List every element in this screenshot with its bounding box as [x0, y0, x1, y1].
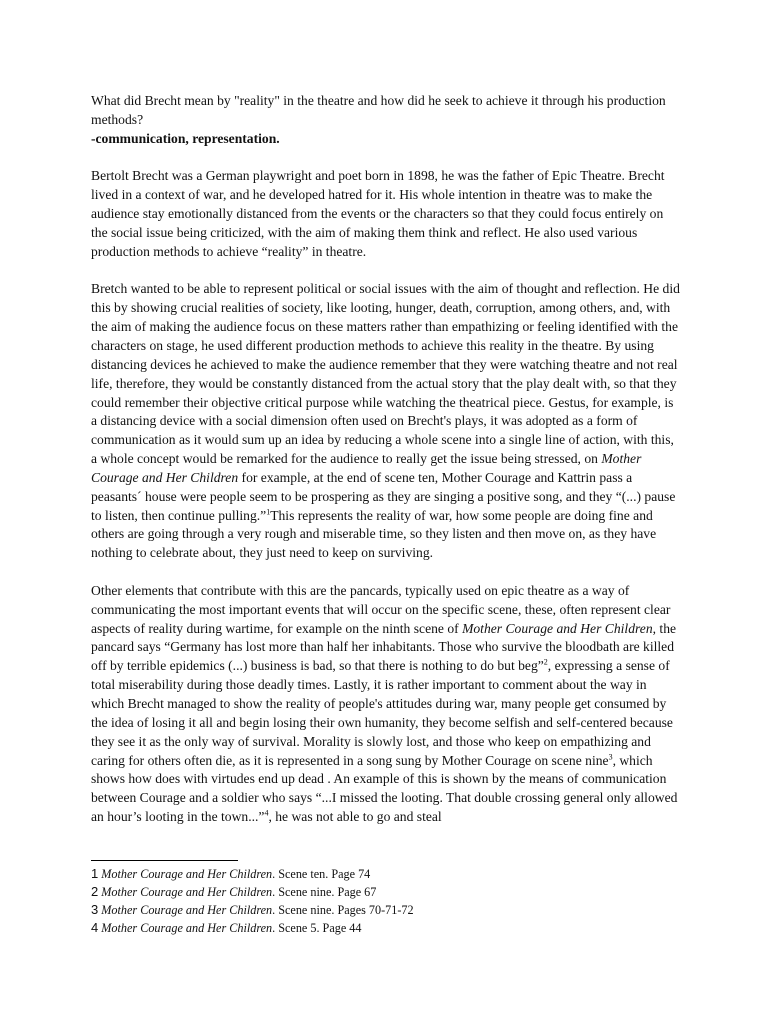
footnote-title: Mother Courage and Her Children — [101, 867, 273, 881]
paragraph-text: Other elements that contribute with this are the pancards, typically used on epic theatre as a way of communicating the most important events that will occur on the specific scene, these, often represent clear aspects of reality during wartime, for example on the ninth scene of — [91, 582, 671, 636]
footnote-detail: . Scene ten. Page 74 — [272, 867, 371, 881]
footnote-3 — [91, 901, 681, 919]
footnote-number: 2 — [91, 884, 99, 899]
footnote-separator — [91, 860, 238, 861]
footnote-detail: . Scene 5. Page 44 — [272, 921, 362, 935]
essay-question: What did Brecht mean by "reality" in the theatre and how did he seek to achieve it through his production methods? — [91, 93, 666, 127]
paragraph-text: This represents the reality of war, how some people are doing fine and others are going through a very rough and miserable time, so they listen and then move on, as they have nothing to celebrate about, they just need to keep on surviving. — [91, 507, 657, 561]
paragraph-text: Bretch wanted to be able to represent political or social issues with the aim of thought and reflection. He did this by showing crucial realities of society, like looting, hunger, death, corruption, among others, and, with the aim of making the audience focus on these matters rather than empathizing or feeling identified with the characters on stage, he used different production methods to achieve this reality in the theatre. By using distancing devices he achieved to make the audience remember that they were watching theatre and not real life, therefore, they would be constantly distanced from the actual story that the play dealt with, so that they could remember their objective critical purpose while watching the theatrical piece. Gestus, for example, is a distancing device with a social dimension often used on Brecht's plays, it was adopted as a form of communication as it would sum up an idea by reducing a whole scene into a single line of action, with this, a whole concept would be remarked for the audience to really get the issue being stressed, on — [91, 281, 680, 467]
footnote-detail: . Scene nine. Page 67 — [272, 885, 377, 899]
footnote-detail: . Scene nine. Pages 70-71-72 — [272, 903, 414, 917]
footnote-number: 4 — [91, 920, 99, 935]
paragraph-text: , which shows how does with virtudes end up dead . An example of this is shown by the means of communication between Courage and a soldier who says “...I missed the looting. That double crossing general only allowed an hour’s looting in the town...” — [91, 752, 678, 825]
footnote-number: 1 — [91, 866, 99, 881]
document-body — [91, 92, 681, 827]
footnote-4 — [91, 919, 681, 937]
play-title: Mother Courage and Her Children — [91, 451, 642, 485]
footnote-title: Mother Courage and Her Children — [101, 921, 273, 935]
footnote-ref: 1 — [266, 507, 271, 517]
paragraph-text: , he was not able to go and steal — [268, 809, 442, 825]
paragraph-gestus — [91, 280, 681, 563]
footnote-2 — [91, 883, 681, 901]
footnote-number: 3 — [91, 902, 99, 917]
play-title: Mother Courage and Her Children — [462, 620, 653, 636]
footnotes-section — [91, 860, 681, 937]
paragraph-pancards — [91, 582, 681, 827]
footnote-title: Mother Courage and Her Children — [101, 885, 273, 899]
footnote-ref: 3 — [608, 752, 613, 761]
paragraph-text: , expressing a sense of total miserability during those deadly times. Lastly, it is rather important to comment about the way in which Brecht managed to show the reality of people's attitudes during war, many people get consumed by the idea of losing it all and begin losing their own humanity, they become selfish and self-centered because they see it as the only way of survival. Morality is slowly lost, and those who keep on empathizing and caring for others often die, as it is represented in a song sung by Mother Courage on scene nine — [91, 658, 673, 768]
footnote-title: Mother Courage and Her Children — [101, 903, 273, 917]
footnote-ref: 2 — [543, 657, 548, 667]
essay-subtitle: -communication, representation. — [91, 130, 280, 146]
footnote-1 — [91, 865, 681, 883]
paragraph-text: for example, at the end of scene ten, Mother Courage and Kattrin pass a peasants´ house were people seem to be prospering as they are singing a positive song, and they “(...) pause to listen, then continue pulling.” — [91, 469, 676, 523]
footnote-ref: 4 — [264, 808, 269, 818]
paragraph-text: , the pancard says “Germany has lost more than half her inhabitants. Those who survive the bloodbath are killed off by terrible epidemics (...) business is bad, so that there is nothing to do but beg” — [91, 620, 677, 674]
paragraph-intro: Bertolt Brecht was a German playwright and poet born in 1898, he was the father of Epic Theatre. Brecht lived in a context of war, and he developed hatred for it. His whole intention in theatre was to make the audience stay emotionally distanced from the events or the characters so that they could focus entirely on the social issue being criticized, with the aim of making them think and reflect. He also used various production methods to achieve “reality” in theatre. — [91, 168, 665, 259]
